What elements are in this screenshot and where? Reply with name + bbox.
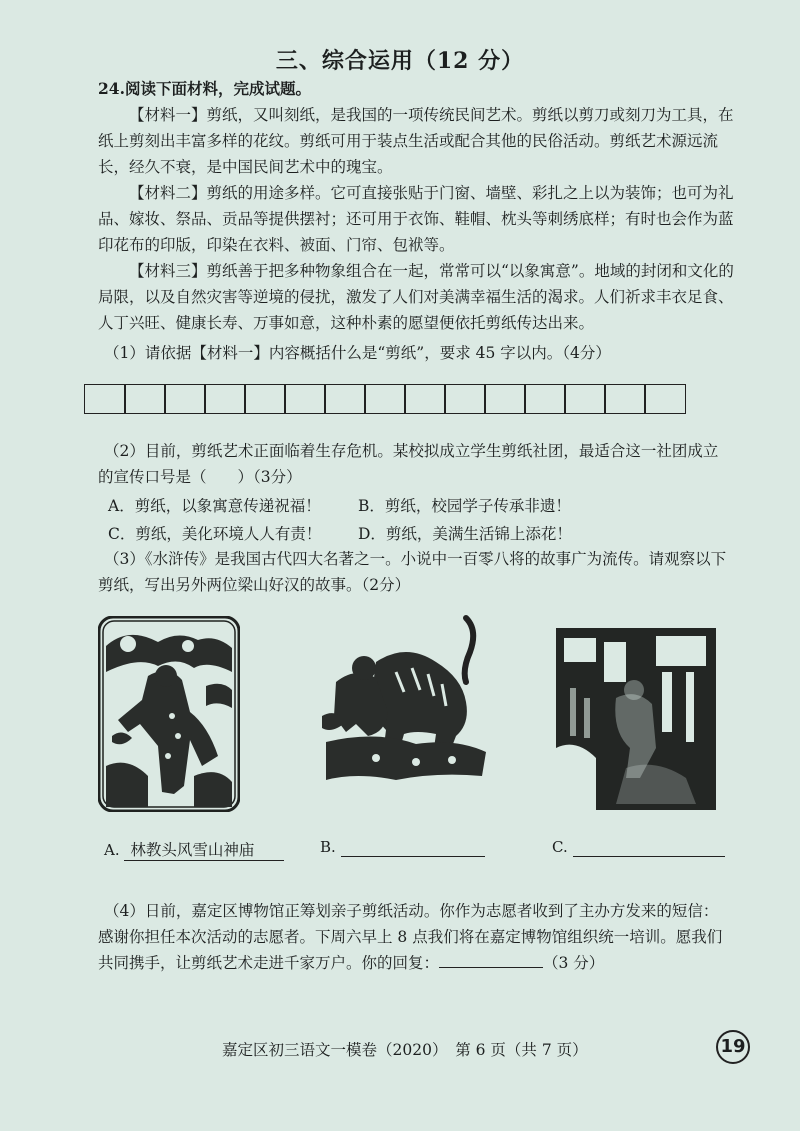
option-a[interactable]: A．剪纸，以象寓意传递祝福！ xyxy=(108,497,321,515)
sub-question-4-line3 xyxy=(98,950,738,976)
reply-blank[interactable] xyxy=(439,951,543,968)
caption-c-blank[interactable] xyxy=(573,838,725,857)
options-row-1 xyxy=(108,494,608,516)
sub-question-3-line1: （3）《水浒传》是我国古代四大名著之一。小说中一百零八将的故事广为流传。请观察以下 xyxy=(104,550,727,568)
material-3: 【材料三】剪纸善于把多种物象组合在一起，常常可以“以象寓意”。地域的封闭和文化的局限，以及自然灾害等逆境的侵扰，激发了人们对美满幸福生活的渴求。人们祈求丰衣足食、人丁兴旺、健康长寿、万事如意，这种朴素的愿望便依托剪纸传达出来。 xyxy=(98,262,734,332)
answer-grid[interactable] xyxy=(84,384,686,414)
lin-chong-paper-cut-image xyxy=(98,616,240,812)
material-2: 【材料二】剪纸的用途多样。它可直接张贴于门窗、墙壁、彩扎之上以为装饰；也可为礼品、嫁妆、祭品、贡品等提供摆衬；还可用于衣饰、鞋帽、枕头等刺绣底样；有时也会作为蓝印花布的印版，印染在衣料、被面、门帘、包袱等。 xyxy=(98,184,734,254)
caption-b-blank[interactable] xyxy=(341,838,485,857)
caption-c xyxy=(552,838,725,857)
options-row-2 xyxy=(108,522,608,544)
caption-c-label: C. xyxy=(552,838,568,856)
page-number-badge: 19 xyxy=(716,1030,750,1064)
sub-question-4-line2: 感谢你担任本次活动的志愿者。下周六早上 8 点我们将在嘉定博物馆组织统一培训。愿我们 xyxy=(98,928,723,946)
option-c[interactable]: C．剪纸，美化环境人人有责！ xyxy=(108,525,322,543)
sub-question-4-score: （3 分） xyxy=(543,954,605,972)
sub-question-4-line1: （4）日前，嘉定区博物馆正筹划亲子剪纸活动。你作为志愿者收到了主办方发来的短信： xyxy=(104,902,719,920)
question-24-heading: 24.阅读下面材料，完成试题。 xyxy=(98,79,311,98)
sub-question-4-reply-prompt: 共同携手，让剪纸艺术走进千家万户。你的回复： xyxy=(98,954,440,972)
material-1: 【材料一】剪纸，又叫刻纸，是我国的一项传统民间艺术。剪纸以剪刀或刻刀为工具，在纸上剪刻出丰富多样的花纹。剪纸可用于装点生活或配合其他的民俗活动。剪纸艺术源远流长，经久不衰，是中国民间艺术中的瑰宝。 xyxy=(98,106,734,176)
caption-a xyxy=(104,838,284,861)
wu-song-tiger-paper-cut-image xyxy=(316,612,492,784)
option-b[interactable]: B．剪纸，校园学子传承非遗！ xyxy=(358,497,571,515)
caption-b-label: B. xyxy=(320,838,336,856)
sub-question-1: （1）请依据【材料一】内容概括什么是“剪纸”，要求 45 字以内。（4分） xyxy=(104,344,611,362)
sub-question-2-line2: 的宣传口号是（ ）（3分） xyxy=(98,468,302,486)
section-title: 三、综合运用（12 分） xyxy=(275,48,525,74)
caption-a-label: A. xyxy=(104,841,120,859)
option-d[interactable]: D．剪纸，美满生活锦上添花！ xyxy=(358,525,572,543)
street-fight-paper-cut-image xyxy=(556,628,716,810)
sub-question-3-line2: 剪纸，写出另外两位梁山好汉的故事。（2分） xyxy=(98,576,411,594)
page-footer: 嘉定区初三语文一模卷（2020） 第 6 页（共 7 页） xyxy=(222,1041,588,1059)
sub-question-2-line1: （2）目前，剪纸艺术正面临着生存危机。某校拟成立学生剪纸社团，最适合这一社团成立 xyxy=(104,442,719,460)
caption-a-answer: 林教头风雪山神庙 xyxy=(124,838,284,861)
caption-b xyxy=(320,838,485,857)
